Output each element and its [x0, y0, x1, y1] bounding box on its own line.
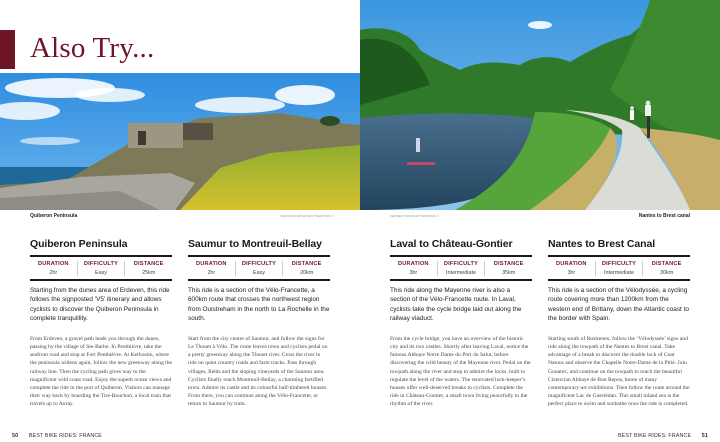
stat-value: Easy [253, 270, 265, 276]
stat-value: 2hr [207, 270, 216, 276]
stat-value: Intermediate [446, 270, 476, 276]
photo-quiberon-peninsula [0, 73, 360, 210]
footer-left [12, 433, 102, 439]
stat-difficulty [235, 261, 283, 276]
page-title: Also Try... [30, 32, 155, 64]
stat-value: Easy [95, 270, 107, 276]
photo-caption: Quiberon Peninsula [30, 213, 78, 219]
photo-credit: VERNIER YANN/SHUTTERSTOCK © [390, 215, 440, 218]
route-stats [548, 255, 690, 281]
stat-label: DURATION [397, 261, 429, 267]
route-body: From the cycle bridge, you have an overview of the historic city and its two castles. Shortly after leaving Laval, notice the famous Abbaye Notre Dame du Port du Salut, before discovering the wild beauty of the Mayenne river. Pedal on the towpath along the river and stop to admire the locks, built to regulate the level of the waters. The renovated lock-keeper’s houses offer well-deserved breaks to cyclists. Complete the ride in Château-Gontier, a small town living peacefully to the rhythm of the river. [390, 336, 531, 407]
stat-label: DURATION [37, 261, 69, 267]
route-nantes-to-brest-canal [548, 238, 690, 408]
stat-value: 35km [502, 270, 516, 276]
photo-credit: CHRISTIAN MUSAT/SHUTTERSTOCK © [280, 215, 335, 218]
stat-duration [548, 261, 595, 276]
route-title: Saumur to Montreuil-Bellay [188, 238, 322, 250]
route-intro: This ride is a section of the Vélo-Francette, a 600km route that crosses the northwest region from Ouistreham in the north to La Rochelle in the south. [188, 287, 330, 322]
route-laval-to-chateau-gontier [390, 238, 532, 408]
stat-label: DISTANCE [651, 261, 682, 267]
right-page [360, 0, 720, 442]
route-body: Start from the city centre of Saumur, and follow the signs for Le Thouet à Vélo. The route leaves town and cyclists pedal on a pretty greenway along the Thouet river. Cross the river to ride on quiet country roads and farm tracks. Pass through villages, fields and the sloping vineyards of the Saumur area. Cyclists finally reach Montreuil-Bellay, a charming fortified town. Admire its castle and its colourful half-timbered houses. From there, you can continue along the Vélo-Francette, or return to Saumur by train. [188, 336, 328, 407]
route-title: Laval to Château-Gontier [390, 238, 513, 250]
stat-distance [282, 261, 330, 276]
route-saumur-to-montreuil-bellay [188, 238, 330, 408]
stat-label: DURATION [195, 261, 227, 267]
book-title: BEST BIKE RIDES: FRANCE [617, 433, 692, 439]
route-stats [188, 255, 330, 281]
route-title: Nantes to Brest Canal [548, 238, 656, 250]
route-intro: Starting from the dunes area of Erdeven, this ride follows the signposted ‘V5’ itinerary and allows cyclists to discover the Quiberon Peninsula in complete tranquillity. [30, 287, 170, 322]
route-title: Quiberon Peninsula [30, 238, 128, 250]
stat-value: 2hr [49, 270, 58, 276]
route-stats [390, 255, 532, 281]
title-accent-bar [0, 30, 15, 69]
stat-label: DISTANCE [493, 261, 524, 267]
stat-difficulty [437, 261, 485, 276]
footer-right [618, 433, 708, 439]
stat-label: DISTANCE [133, 261, 164, 267]
stat-label: DIFFICULTY [241, 261, 277, 267]
stat-distance [642, 261, 690, 276]
route-stats [30, 255, 172, 281]
stat-distance [484, 261, 532, 276]
stat-distance [124, 261, 172, 276]
stat-value: 20km [300, 270, 314, 276]
photo-caption: Nantes to Brest canal [638, 213, 690, 219]
route-body: From Erdeven, a gravel path leads you through the dunes, passing by the village of Ste-Barbe. In Penthièvre, take the seafront road and stop at Fort Penthièvre. At Kerhostin, where the peninsula widens again, follow the new greenway along the railway line. Then the cycling path gives way to the magnificent wild coast road. Enjoy the superb ocean views and complete the ride in the port of Quiberon. Visitors can manage their way back by boarding the Tire-Bouchon, a local train that travels up to Auray. [30, 336, 172, 407]
stat-label: DISTANCE [291, 261, 322, 267]
stat-difficulty [595, 261, 643, 276]
stat-value: 30km [660, 270, 674, 276]
stat-label: DIFFICULTY [443, 261, 479, 267]
route-quiberon-peninsula [30, 238, 172, 408]
page-number: 50 [12, 433, 19, 439]
stat-difficulty [77, 261, 125, 276]
book-title: BEST BIKE RIDES: FRANCE [28, 433, 103, 439]
stat-value: 25km [142, 270, 156, 276]
route-intro: This ride is a section of the Vélodyssée, a cycling route covering more than 1200km from the western end of Brittany, down the Atlantic coast to the border with Spain. [548, 287, 689, 322]
photo-nantes-brest-canal [360, 0, 720, 210]
route-body: Starting south of Rostrenen, follow the ‘Vélodyssée’ signs and ride along the towpath of the Nantes to Brest canal. Take advantage of a break to discover the double lock of Coat Natous and observe the Chapelle Notre-Dame de la Pitié. Join Gouarec, and continue on the towpath to reach the beautiful Cistercian Abbaye de Bon Repos, home of many contemporary-art exhibitions. Then follow the route around the magnificent Lac de Guerlédan. This small inland sea is the perfect place to swim and sunbathe once the ride is completed. [548, 336, 690, 407]
stat-value: 3hr [567, 270, 576, 276]
page-number: 51 [701, 433, 708, 439]
stat-value: 3hr [409, 270, 418, 276]
stat-duration [30, 261, 77, 276]
stat-label: DURATION [555, 261, 587, 267]
stat-label: DIFFICULTY [601, 261, 637, 267]
stat-duration [390, 261, 437, 276]
stat-label: DIFFICULTY [83, 261, 119, 267]
stat-value: Intermediate [604, 270, 634, 276]
stat-duration [188, 261, 235, 276]
route-intro: This ride along the Mayenne river is also a section of the Vélo-Francette route. In Laval, cyclists take the cycle bridge laid out along the railway viaduct. [390, 287, 522, 322]
